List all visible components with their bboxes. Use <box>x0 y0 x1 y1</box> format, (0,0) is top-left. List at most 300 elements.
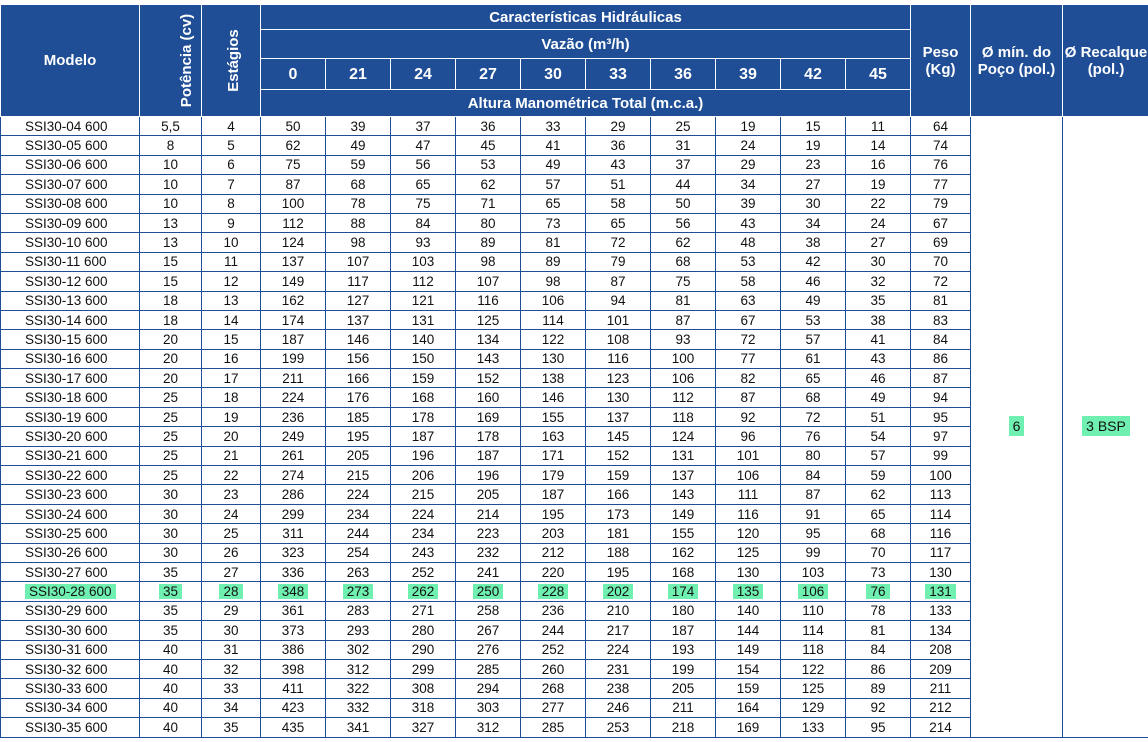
cell-altura: 285 <box>456 659 521 678</box>
header-potencia-label: Potência (cv) <box>178 13 196 108</box>
cell-altura: 63 <box>716 291 781 310</box>
cell-altura: 101 <box>716 446 781 465</box>
cell-estagios: 34 <box>202 698 261 717</box>
cell-altura: 87 <box>651 310 716 329</box>
cell-altura: 137 <box>586 407 651 426</box>
cell-altura: 196 <box>456 466 521 485</box>
cell-altura: 187 <box>521 485 586 504</box>
cell-altura: 252 <box>521 640 586 659</box>
cell-altura: 163 <box>521 427 586 446</box>
cell-altura: 65 <box>391 175 456 194</box>
cell-altura: 150 <box>391 349 456 368</box>
cell-estagios: 35 <box>202 718 261 737</box>
cell-model: SSI30-08 600 <box>1 194 140 213</box>
cell-altura: 124 <box>261 233 326 252</box>
cell-altura: 95 <box>846 718 911 737</box>
cell-altura <box>716 582 781 601</box>
cell-altura: 303 <box>456 698 521 717</box>
cell-altura: 283 <box>326 601 391 620</box>
cell-altura: 47 <box>391 136 456 155</box>
cell-recalque-value: 3 BSP <box>1082 416 1130 436</box>
cell-model: SSI30-06 600 <box>1 155 140 174</box>
cell-altura: 294 <box>456 679 521 698</box>
cell-altura: 258 <box>456 601 521 620</box>
cell-altura: 187 <box>391 427 456 446</box>
cell-altura: 271 <box>391 601 456 620</box>
cell-altura: 162 <box>261 291 326 310</box>
cell-estagios: 4 <box>202 117 261 136</box>
cell-altura: 187 <box>651 621 716 640</box>
cell-altura: 261 <box>261 446 326 465</box>
cell-poco-value: 6 <box>1009 416 1025 436</box>
cell-altura: 122 <box>781 659 846 678</box>
cell-altura: 65 <box>846 504 911 523</box>
table-header <box>1 5 1148 117</box>
cell-altura: 236 <box>521 601 586 620</box>
cell-potencia: 25 <box>140 407 202 426</box>
cell-altura: 234 <box>391 524 456 543</box>
cell-potencia: 30 <box>140 504 202 523</box>
cell-altura: 34 <box>781 213 846 232</box>
cell-altura: 312 <box>456 718 521 737</box>
header-flow-3: 27 <box>456 59 521 90</box>
cell-potencia: 15 <box>140 252 202 271</box>
cell-altura: 38 <box>781 233 846 252</box>
cell-altura: 178 <box>391 407 456 426</box>
cell-altura: 73 <box>846 562 911 581</box>
cell-altura: 65 <box>781 369 846 388</box>
cell-altura: 62 <box>261 136 326 155</box>
cell-altura: 423 <box>261 698 326 717</box>
cell-altura: 212 <box>521 543 586 562</box>
cell-altura: 435 <box>261 718 326 737</box>
cell-altura: 160 <box>456 388 521 407</box>
cell-altura: 224 <box>391 504 456 523</box>
cell-altura: 276 <box>456 640 521 659</box>
cell-altura: 224 <box>586 640 651 659</box>
cell-altura: 89 <box>846 679 911 698</box>
cell-model: SSI30-27 600 <box>1 562 140 581</box>
cell-potencia: 35 <box>140 601 202 620</box>
header-flow-7: 39 <box>716 59 781 90</box>
cell-altura: 311 <box>261 524 326 543</box>
cell-altura: 30 <box>846 252 911 271</box>
cell-potencia <box>140 582 202 601</box>
cell-altura: 138 <box>521 369 586 388</box>
cell-altura: 322 <box>326 679 391 698</box>
cell-altura: 38 <box>846 310 911 329</box>
cell-peso: 87 <box>911 369 971 388</box>
cell-peso: 76 <box>911 155 971 174</box>
cell-potencia: 20 <box>140 330 202 349</box>
cell-altura: 98 <box>326 233 391 252</box>
cell-model: SSI30-34 600 <box>1 698 140 717</box>
pump-spec-table <box>0 4 1148 738</box>
cell-estagios: 23 <box>202 485 261 504</box>
cell-altura: 332 <box>326 698 391 717</box>
cell-altura: 49 <box>521 155 586 174</box>
cell-altura: 285 <box>521 718 586 737</box>
cell-altura: 114 <box>521 310 586 329</box>
cell-model: SSI30-25 600 <box>1 524 140 543</box>
cell-altura: 35 <box>846 291 911 310</box>
cell-altura: 274 <box>261 466 326 485</box>
cell-altura: 107 <box>456 272 521 291</box>
cell-potencia: 20 <box>140 349 202 368</box>
cell-altura: 146 <box>521 388 586 407</box>
header-flow-0: 0 <box>261 59 326 90</box>
cell-altura: 195 <box>586 562 651 581</box>
cell-estagios: 7 <box>202 175 261 194</box>
cell-altura: 155 <box>651 524 716 543</box>
header-flow-2: 24 <box>391 59 456 90</box>
cell-altura: 51 <box>846 407 911 426</box>
cell-estagios: 27 <box>202 562 261 581</box>
cell-altura: 308 <box>391 679 456 698</box>
cell-model: SSI30-21 600 <box>1 446 140 465</box>
cell-altura: 149 <box>261 272 326 291</box>
cell-altura: 100 <box>651 349 716 368</box>
cell-altura: 373 <box>261 621 326 640</box>
cell-altura: 30 <box>781 194 846 213</box>
cell-altura-value: 106 <box>798 584 829 599</box>
header-flow-4: 30 <box>521 59 586 90</box>
cell-estagios: 5 <box>202 136 261 155</box>
cell-potencia: 18 <box>140 291 202 310</box>
header-estagios-label: Estágios <box>224 29 242 92</box>
cell-estagios: 6 <box>202 155 261 174</box>
cell-altura: 130 <box>586 388 651 407</box>
cell-altura: 57 <box>846 446 911 465</box>
cell-altura: 277 <box>521 698 586 717</box>
cell-altura: 88 <box>326 213 391 232</box>
cell-altura: 112 <box>391 272 456 291</box>
cell-altura: 44 <box>651 175 716 194</box>
cell-estagios: 19 <box>202 407 261 426</box>
cell-peso: 100 <box>911 466 971 485</box>
cell-altura: 149 <box>716 640 781 659</box>
cell-altura: 125 <box>456 310 521 329</box>
cell-altura: 341 <box>326 718 391 737</box>
cell-altura: 71 <box>456 194 521 213</box>
cell-altura: 34 <box>716 175 781 194</box>
cell-altura: 62 <box>651 233 716 252</box>
cell-altura <box>781 582 846 601</box>
cell-model: SSI30-18 600 <box>1 388 140 407</box>
cell-peso: 117 <box>911 543 971 562</box>
cell-altura: 41 <box>521 136 586 155</box>
cell-peso: 84 <box>911 330 971 349</box>
cell-altura: 215 <box>326 466 391 485</box>
cell-altura: 323 <box>261 543 326 562</box>
cell-altura: 131 <box>651 446 716 465</box>
cell-estagios: 10 <box>202 233 261 252</box>
cell-altura: 98 <box>521 272 586 291</box>
cell-altura: 84 <box>846 640 911 659</box>
cell-altura: 33 <box>521 117 586 136</box>
cell-altura: 100 <box>261 194 326 213</box>
cell-potencia: 40 <box>140 679 202 698</box>
cell-altura: 260 <box>521 659 586 678</box>
cell-altura: 215 <box>391 485 456 504</box>
cell-model: SSI30-11 600 <box>1 252 140 271</box>
cell-model: SSI30-22 600 <box>1 466 140 485</box>
cell-potencia: 35 <box>140 562 202 581</box>
cell-potencia: 30 <box>140 543 202 562</box>
cell-altura: 121 <box>391 291 456 310</box>
cell-model: SSI30-26 600 <box>1 543 140 562</box>
cell-altura: 14 <box>846 136 911 155</box>
cell-peso: 113 <box>911 485 971 504</box>
cell-potencia: 25 <box>140 388 202 407</box>
cell-altura: 19 <box>781 136 846 155</box>
cell-altura: 118 <box>781 640 846 659</box>
cell-altura: 176 <box>326 388 391 407</box>
cell-model: SSI30-14 600 <box>1 310 140 329</box>
cell-model: SSI30-20 600 <box>1 427 140 446</box>
cell-altura: 48 <box>716 233 781 252</box>
cell-altura: 156 <box>326 349 391 368</box>
cell-altura: 49 <box>846 388 911 407</box>
cell-model: SSI30-32 600 <box>1 659 140 678</box>
cell-altura: 54 <box>846 427 911 446</box>
cell-potencia: 35 <box>140 621 202 640</box>
cell-estagios: 8 <box>202 194 261 213</box>
cell-altura: 327 <box>391 718 456 737</box>
cell-altura: 224 <box>326 485 391 504</box>
cell-altura <box>846 582 911 601</box>
cell-peso: 74 <box>911 136 971 155</box>
cell-peso: 97 <box>911 427 971 446</box>
cell-model: SSI30-10 600 <box>1 233 140 252</box>
cell-model: SSI30-35 600 <box>1 718 140 737</box>
cell-altura: 131 <box>391 310 456 329</box>
cell-altura: 16 <box>846 155 911 174</box>
cell-potencia: 40 <box>140 659 202 678</box>
cell-altura: 169 <box>456 407 521 426</box>
cell-altura: 254 <box>326 543 391 562</box>
cell-altura: 89 <box>521 252 586 271</box>
cell-altura: 246 <box>586 698 651 717</box>
cell-altura: 36 <box>456 117 521 136</box>
cell-altura: 178 <box>456 427 521 446</box>
cell-altura: 154 <box>716 659 781 678</box>
cell-altura: 68 <box>781 388 846 407</box>
cell-altura: 134 <box>456 330 521 349</box>
cell-altura: 244 <box>521 621 586 640</box>
cell-peso: 83 <box>911 310 971 329</box>
cell-altura: 29 <box>586 117 651 136</box>
cell-altura: 19 <box>846 175 911 194</box>
cell-potencia: 13 <box>140 213 202 232</box>
cell-estagios: 31 <box>202 640 261 659</box>
cell-altura: 75 <box>391 194 456 213</box>
cell-altura: 336 <box>261 562 326 581</box>
cell-peso: 94 <box>911 388 971 407</box>
cell-altura: 41 <box>846 330 911 349</box>
cell-altura <box>391 582 456 601</box>
cell-peso: 209 <box>911 659 971 678</box>
cell-model: SSI30-09 600 <box>1 213 140 232</box>
cell-altura: 72 <box>586 233 651 252</box>
cell-altura: 129 <box>781 698 846 717</box>
cell-altura: 116 <box>586 349 651 368</box>
cell-altura: 107 <box>326 252 391 271</box>
cell-altura: 211 <box>261 369 326 388</box>
cell-altura: 116 <box>716 504 781 523</box>
cell-altura: 65 <box>586 213 651 232</box>
cell-altura: 174 <box>261 310 326 329</box>
cell-altura: 302 <box>326 640 391 659</box>
cell-altura: 224 <box>261 388 326 407</box>
cell-altura: 19 <box>716 117 781 136</box>
cell-altura: 290 <box>391 640 456 659</box>
cell-altura: 116 <box>456 291 521 310</box>
cell-model: SSI30-04 600 <box>1 117 140 136</box>
cell-altura: 29 <box>716 155 781 174</box>
cell-potencia: 10 <box>140 194 202 213</box>
cell-estagios: 22 <box>202 466 261 485</box>
cell-altura: 56 <box>651 213 716 232</box>
cell-altura: 312 <box>326 659 391 678</box>
cell-model: SSI30-15 600 <box>1 330 140 349</box>
cell-altura: 232 <box>456 543 521 562</box>
header-potencia <box>140 5 202 117</box>
cell-altura: 280 <box>391 621 456 640</box>
cell-altura: 103 <box>781 562 846 581</box>
cell-altura: 205 <box>326 446 391 465</box>
cell-altura: 39 <box>716 194 781 213</box>
cell-estagios: 21 <box>202 446 261 465</box>
cell-altura: 53 <box>716 252 781 271</box>
cell-potencia: 30 <box>140 524 202 543</box>
cell-altura: 166 <box>326 369 391 388</box>
cell-altura: 123 <box>586 369 651 388</box>
cell-altura: 114 <box>781 621 846 640</box>
cell-altura: 78 <box>326 194 391 213</box>
cell-potencia: 15 <box>140 272 202 291</box>
header-altura: Altura Manométrica Total (m.c.a.) <box>261 90 911 117</box>
cell-altura: 73 <box>521 213 586 232</box>
cell-estagios: 29 <box>202 601 261 620</box>
cell-altura: 62 <box>846 485 911 504</box>
cell-altura <box>326 582 391 601</box>
cell-altura: 46 <box>781 272 846 291</box>
cell-potencia: 25 <box>140 446 202 465</box>
cell-altura: 111 <box>716 485 781 504</box>
cell-altura: 130 <box>716 562 781 581</box>
cell-model <box>1 582 140 601</box>
cell-altura: 293 <box>326 621 391 640</box>
cell-potencia: 40 <box>140 640 202 659</box>
cell-altura: 173 <box>586 504 651 523</box>
cell-altura <box>651 582 716 601</box>
cell-altura: 53 <box>781 310 846 329</box>
header-flow-8: 42 <box>781 59 846 90</box>
cell-altura: 81 <box>521 233 586 252</box>
cell-altura: 243 <box>391 543 456 562</box>
cell-altura: 43 <box>846 349 911 368</box>
cell-altura: 22 <box>846 194 911 213</box>
cell-altura: 27 <box>846 233 911 252</box>
cell-altura: 127 <box>326 291 391 310</box>
cell-altura: 108 <box>586 330 651 349</box>
cell-altura: 87 <box>781 485 846 504</box>
cell-estagios: 24 <box>202 504 261 523</box>
cell-altura: 79 <box>586 252 651 271</box>
cell-model: SSI30-05 600 <box>1 136 140 155</box>
cell-altura: 77 <box>716 349 781 368</box>
cell-potencia: 13 <box>140 233 202 252</box>
pump-spec-table-wrapper <box>0 4 1146 738</box>
cell-altura: 185 <box>326 407 391 426</box>
cell-estagios: 9 <box>202 213 261 232</box>
cell-altura: 159 <box>586 466 651 485</box>
cell-altura: 195 <box>326 427 391 446</box>
cell-peso: 116 <box>911 524 971 543</box>
cell-estagios: 11 <box>202 252 261 271</box>
header-peso: Peso (Kg) <box>911 5 971 117</box>
cell-altura: 112 <box>651 388 716 407</box>
cell-potencia: 18 <box>140 310 202 329</box>
cell-peso: 99 <box>911 446 971 465</box>
cell-altura: 62 <box>456 175 521 194</box>
cell-altura: 81 <box>846 621 911 640</box>
cell-altura: 58 <box>716 272 781 291</box>
cell-altura: 67 <box>716 310 781 329</box>
cell-altura: 51 <box>586 175 651 194</box>
cell-model: SSI30-13 600 <box>1 291 140 310</box>
cell-altura: 187 <box>261 330 326 349</box>
cell-altura: 137 <box>651 466 716 485</box>
cell-altura: 144 <box>716 621 781 640</box>
cell-altura: 168 <box>391 388 456 407</box>
cell-estagios: 13 <box>202 291 261 310</box>
header-estagios <box>202 5 261 117</box>
cell-altura: 53 <box>456 155 521 174</box>
cell-altura: 96 <box>716 427 781 446</box>
cell-altura: 159 <box>391 369 456 388</box>
cell-peso: 67 <box>911 213 971 232</box>
cell-altura: 112 <box>261 213 326 232</box>
cell-altura: 80 <box>781 446 846 465</box>
cell-altura: 31 <box>651 136 716 155</box>
cell-altura: 89 <box>456 233 521 252</box>
cell-potencia: 25 <box>140 427 202 446</box>
cell-altura: 137 <box>261 252 326 271</box>
header-flow-1: 21 <box>326 59 391 90</box>
cell-estagios: 15 <box>202 330 261 349</box>
cell-potencia: 10 <box>140 155 202 174</box>
cell-potencia: 25 <box>140 466 202 485</box>
cell-peso: 208 <box>911 640 971 659</box>
cell-model: SSI30-31 600 <box>1 640 140 659</box>
cell-altura: 169 <box>716 718 781 737</box>
cell-altura: 241 <box>456 562 521 581</box>
cell-altura: 84 <box>391 213 456 232</box>
cell-altura: 68 <box>846 524 911 543</box>
header-recalque: Ø Recalque (pol.) <box>1063 5 1148 117</box>
cell-altura <box>521 582 586 601</box>
cell-altura: 92 <box>716 407 781 426</box>
cell-altura: 95 <box>781 524 846 543</box>
cell-altura: 318 <box>391 698 456 717</box>
cell-estagios <box>202 582 261 601</box>
cell-peso: 70 <box>911 252 971 271</box>
cell-altura: 46 <box>846 369 911 388</box>
cell-altura: 87 <box>586 272 651 291</box>
cell-altura: 267 <box>456 621 521 640</box>
